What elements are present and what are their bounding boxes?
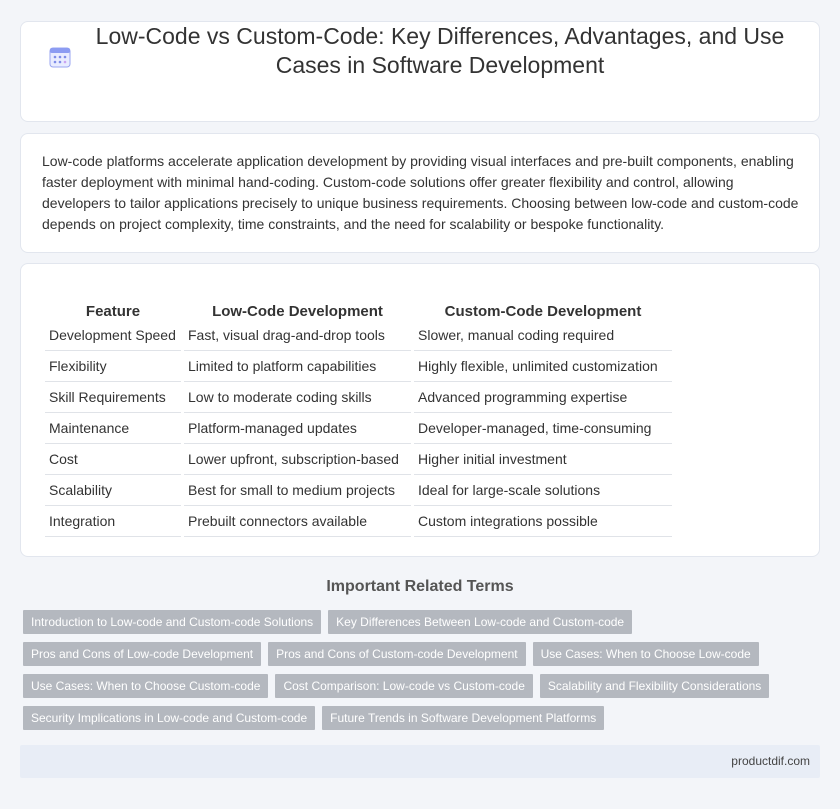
custom-code-cell: Developer-managed, time-consuming [414, 413, 672, 444]
custom-code-cell: Advanced programming expertise [414, 382, 672, 413]
related-term-link[interactable]: Security Implications in Low-code and Custom-code [23, 706, 315, 730]
tag-row [23, 642, 813, 666]
table-row [45, 320, 672, 351]
feature-cell: Scalability [45, 475, 181, 506]
feature-cell: Flexibility [45, 351, 181, 382]
column-header-low-code: Low-Code Development [212, 303, 383, 320]
low-code-cell: Platform-managed updates [184, 413, 411, 444]
calendar-icon [48, 45, 72, 69]
low-code-cell: Limited to platform capabilities [184, 351, 411, 382]
table-row [45, 506, 672, 537]
feature-cell: Maintenance [45, 413, 181, 444]
related-term-link[interactable]: Scalability and Flexibility Considerations [540, 674, 769, 698]
custom-code-cell: Highly flexible, unlimited customization [414, 351, 672, 382]
table-header-row [45, 294, 672, 320]
related-term-link[interactable]: Cost Comparison: Low-code vs Custom-code [275, 674, 532, 698]
column-header-feature: Feature [85, 303, 141, 320]
low-code-cell: Fast, visual drag-and-drop tools [184, 320, 411, 351]
related-term-link[interactable]: Use Cases: When to Choose Custom-code [23, 674, 268, 698]
related-term-link[interactable]: Pros and Cons of Low-code Development [23, 642, 261, 666]
related-terms-list [23, 610, 813, 738]
related-term-link[interactable]: Introduction to Low-code and Custom-code Solutions [23, 610, 321, 634]
related-term-link[interactable]: Key Differences Between Low-code and Custom-code [328, 610, 632, 634]
table-row [45, 444, 672, 475]
related-terms-heading: Important Related Terms [326, 578, 514, 595]
related-term-link[interactable]: Use Cases: When to Choose Low-code [533, 642, 759, 666]
table-row [45, 413, 672, 444]
custom-code-cell: Ideal for large-scale solutions [414, 475, 672, 506]
low-code-cell: Lower upfront, subscription-based [184, 444, 411, 475]
comparison-table [42, 294, 675, 537]
summary-text: Low-code platforms accelerate application development by providing visual interfaces and pre-built components, enabling faster deployment with minimal hand-coding. Custom-code solutions offer greater flexibility and control, allowing developers to tailor applications precisely to unique business requirements. Choosing between low-code and custom-code depends on project complexity, time constraints, and the need for scalability or bespoke functionality. [42, 153, 799, 232]
comparison-card [20, 263, 820, 557]
low-code-cell: Best for small to medium projects [184, 475, 411, 506]
feature-cell: Development Speed [45, 320, 181, 351]
table-row [45, 351, 672, 382]
table-row [45, 475, 672, 506]
related-term-link[interactable]: Pros and Cons of Custom-code Development [268, 642, 525, 666]
custom-code-cell: Higher initial investment [414, 444, 672, 475]
footer [20, 745, 820, 778]
column-header-custom-code: Custom-Code Development [444, 303, 642, 320]
summary-card [20, 133, 820, 253]
low-code-cell: Low to moderate coding skills [184, 382, 411, 413]
feature-cell: Integration [45, 506, 181, 537]
feature-cell: Skill Requirements [45, 382, 181, 413]
feature-cell: Cost [45, 444, 181, 475]
tag-row [23, 674, 813, 698]
tag-row [23, 706, 813, 730]
custom-code-cell: Slower, manual coding required [414, 320, 672, 351]
footer-site: productdif.com [731, 754, 810, 768]
custom-code-cell: Custom integrations possible [414, 506, 672, 537]
low-code-cell: Prebuilt connectors available [184, 506, 411, 537]
tag-row [23, 610, 813, 634]
page-title: Low-Code vs Custom-Code: Key Differences, Advantages, and Use Cases in Software Development [95, 23, 785, 78]
table-row [45, 382, 672, 413]
related-term-link[interactable]: Future Trends in Software Development Platforms [322, 706, 604, 730]
